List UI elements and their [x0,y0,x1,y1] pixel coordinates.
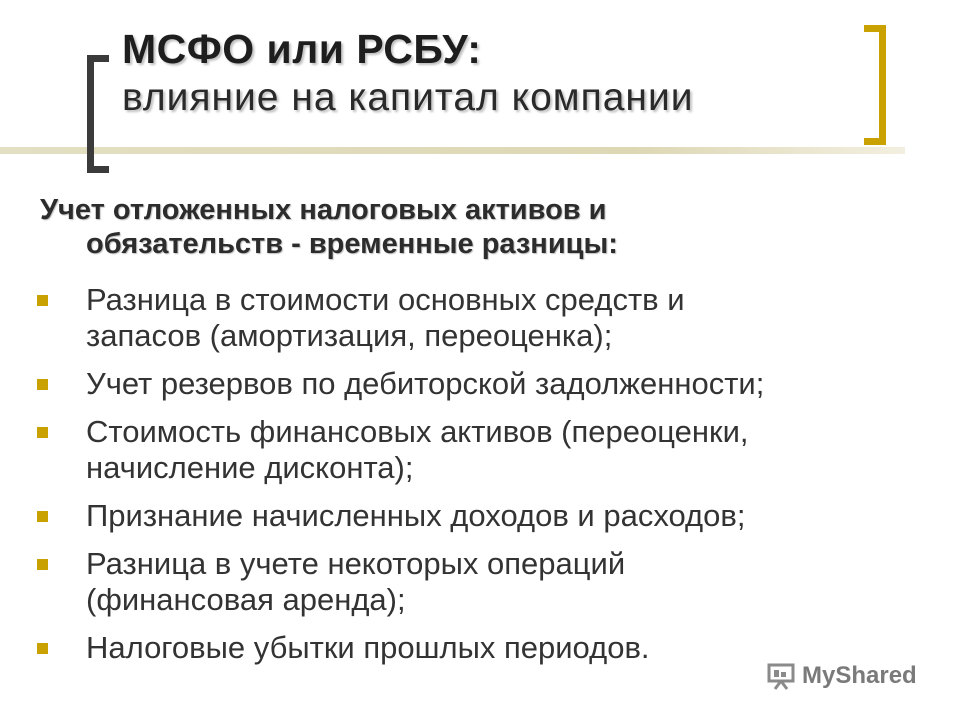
bullet-item [37,414,937,486]
square-bullet-icon [37,559,48,570]
bullet-item [37,366,937,402]
square-bullet-icon [37,379,48,390]
slide-title-line2: влияние на капитал компании [122,76,694,119]
title-underline-rule [0,147,905,154]
presentation-board-icon [766,662,796,690]
bullet-item [37,546,937,618]
slide-title-line1: МСФО или РСБУ: [122,26,482,72]
left-bracket-decoration [87,55,109,173]
right-bracket-decoration [864,25,886,145]
square-bullet-icon [37,511,48,522]
section-heading [40,193,880,261]
bullet-text-line: Стоимость финансовых активов (переоценки, [86,414,749,449]
square-bullet-icon [37,295,48,306]
bullet-item [37,498,937,534]
watermark-label: MyShared [802,662,917,689]
bullet-text-line: Разница в учете некоторых операций [86,546,626,581]
bullet-text-line: начисление дисконта); [86,450,414,485]
bullet-text-line: Разница в стоимости основных средств и [86,282,685,317]
bullet-text-line: (финансовая аренда); [86,582,406,617]
bullet-text-line: Учет резервов по дебиторской задолженности; [86,366,765,401]
square-bullet-icon [37,427,48,438]
bullet-text-line: Признание начисленных доходов и расходов; [86,498,746,533]
section-heading-line2: обязательств - временные разницы: [86,228,618,260]
section-heading-line1: Учет отложенных налоговых активов и [40,194,607,226]
slide-title [122,24,862,122]
bullet-text-line: Налоговые убытки прошлых периодов. [86,630,650,665]
bullet-text-line: запасов (амортизация, переоценка); [86,318,613,353]
watermark[interactable] [766,658,917,694]
square-bullet-icon [37,643,48,654]
bullet-list [37,282,937,678]
bullet-item [37,282,937,354]
